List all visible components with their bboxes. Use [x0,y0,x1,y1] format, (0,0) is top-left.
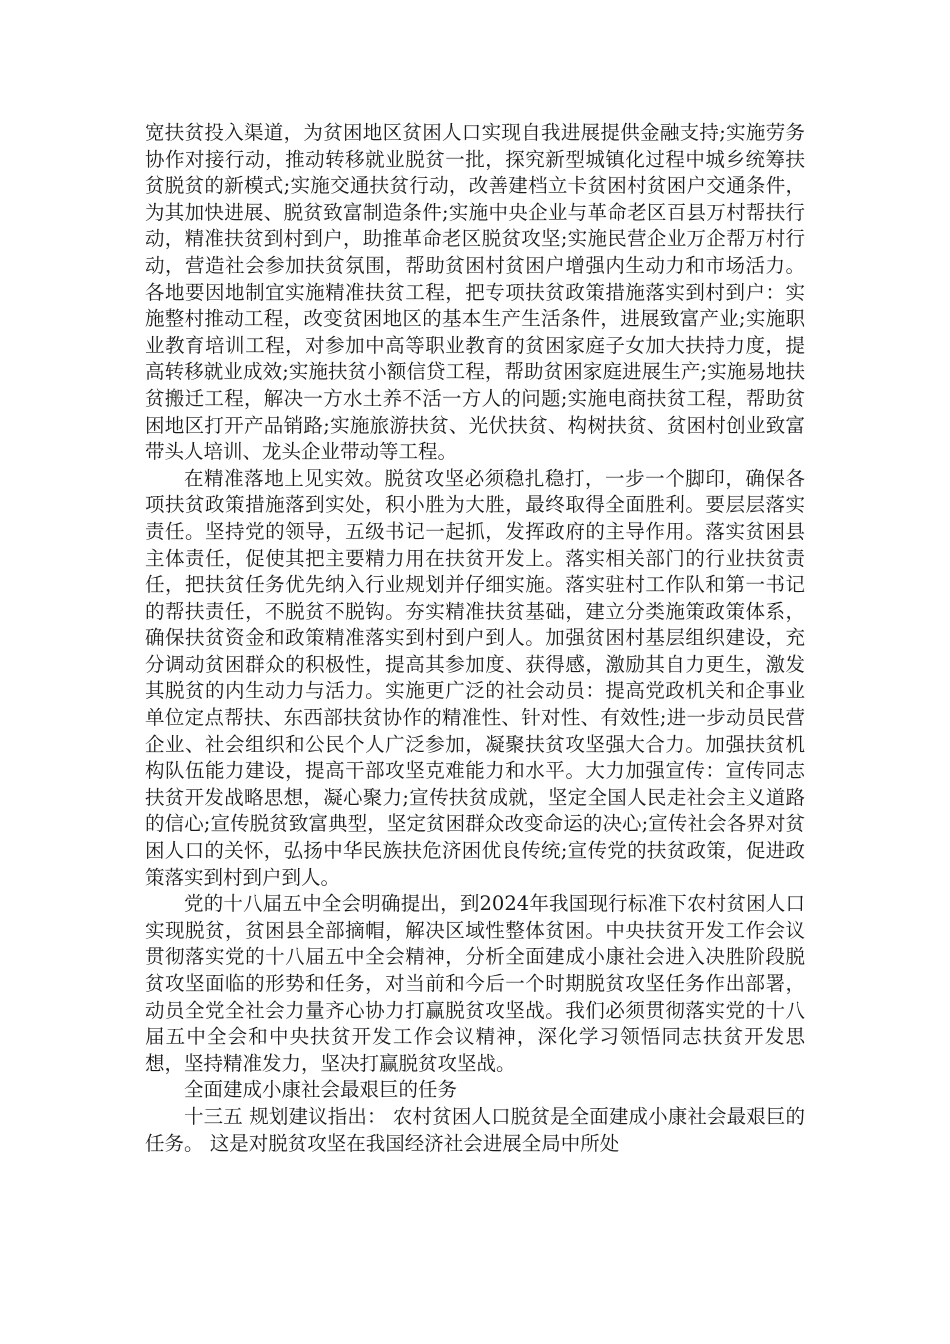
paragraph-4: 十三五 规划建议指出： 农村贫困人口脱贫是全面建成小康社会最艰巨的任务。 这是对脱贫攻坚在我国经济社会进展全局中所处 [145,1104,805,1155]
paragraph-1: 宽扶贫投入渠道，为贫困地区贫困人口实现自我进展提供金融支持;实施劳务协作对接行动，推动转移就业脱贫一批，探究新型城镇化过程中城乡统筹扶贫脱贫的新模式;实施交通扶贫行动，改善建档立卡贫困村贫困户交通条件，为其加快进展、脱贫致富制造条件;实施中央企业与革命老区百县万村帮扶行动，精准扶贫到村到户，助推革命老区脱贫攻坚;实施民营企业万企帮万村行动，营造社会参加扶贫氛围，帮助贫困村贫困户增强内生动力和市场活力。各地要因地制宜实施精准扶贫工程，把专项扶贫政策措施落实到村到户：实施整村推动工程，改变贫困地区的基本生产生活条件，进展致富产业;实施职业教育培训工程，对参加中高等职业教育的贫困家庭子女加大扶持力度，提高转移就业成效;实施扶贫小额信贷工程，帮助贫困家庭进展生产;实施易地扶贫搬迁工程，解决一方水土养不活一方人的问题;实施电商扶贫工程，帮助贫困地区打开产品销路;实施旅游扶贫、光伏扶贫、构树扶贫、贫困村创业致富带头人培训、龙头企业带动等工程。 [145,121,805,464]
document-page [145,120,805,1157]
section-heading: 全面建成小康社会最艰巨的任务 [184,1078,458,1102]
paragraph-2: 在精准落地上见实效。脱贫攻坚必须稳扎稳打，一步一个脚印，确保各项扶贫政策措施落到实处，积小胜为大胜，最终取得全面胜利。要层层落实责任。坚持党的领导，五级书记一起抓，发挥政府的主导作用。落实贫困县主体责任，促使其把主要精力用在扶贫开发上。落实相关部门的行业扶贫责任，把扶贫任务优先纳入行业规划并仔细实施。落实驻村工作队和第一书记的帮扶责任，不脱贫不脱钩。夯实精准扶贫基础，建立分类施策政策体系，确保扶贫资金和政策精准落实到村到户到人。加强贫困村基层组织建设，充分调动贫困群众的积极性，提高其参加度、获得感，激励其自力更生，激发其脱贫的内生动力与活力。实施更广泛的社会动员：提高党政机关和企事业单位定点帮扶、东西部扶贫协作的精准性、针对性、有效性;进一步动员民营企业、社会组织和公民个人广泛参加，凝聚扶贫攻坚强大合力。加强扶贫机构队伍能力建设，提高干部攻坚克难能力和水平。大力加强宣传：宣传同志扶贫开发战略思想，凝心聚力;宣传扶贫成就，坚定全国人民走社会主义道路的信心;宣传脱贫致富典型，坚定贫困群众改变命运的决心;宣传社会各界对贫困人口的关怀，弘扬中华民族扶危济困优良传统;宣传党的扶贫政策，促进政策落实到村到户到人。 [145,466,805,889]
paragraph-3: 党的十八届五中全会明确提出，到2024年我国现行标准下农村贫困人口实现脱贫，贫困县全部摘帽，解决区域性整体贫困。中央扶贫开发工作会议贯彻落实党的十八届五中全会精神，分析全面建成小康社会进入决胜阶段脱贫攻坚面临的形势和任务，对当前和今后一个时期脱贫攻坚任务作出部署，动员全党全社会力量齐心协力打赢脱贫攻坚战。我们必须贯彻落实党的十八届五中全会和中央扶贫开发工作会议精神，深化学习领悟同志扶贫开发思想，坚持精准发力，坚决打赢脱贫攻坚战。 [145,892,805,1075]
